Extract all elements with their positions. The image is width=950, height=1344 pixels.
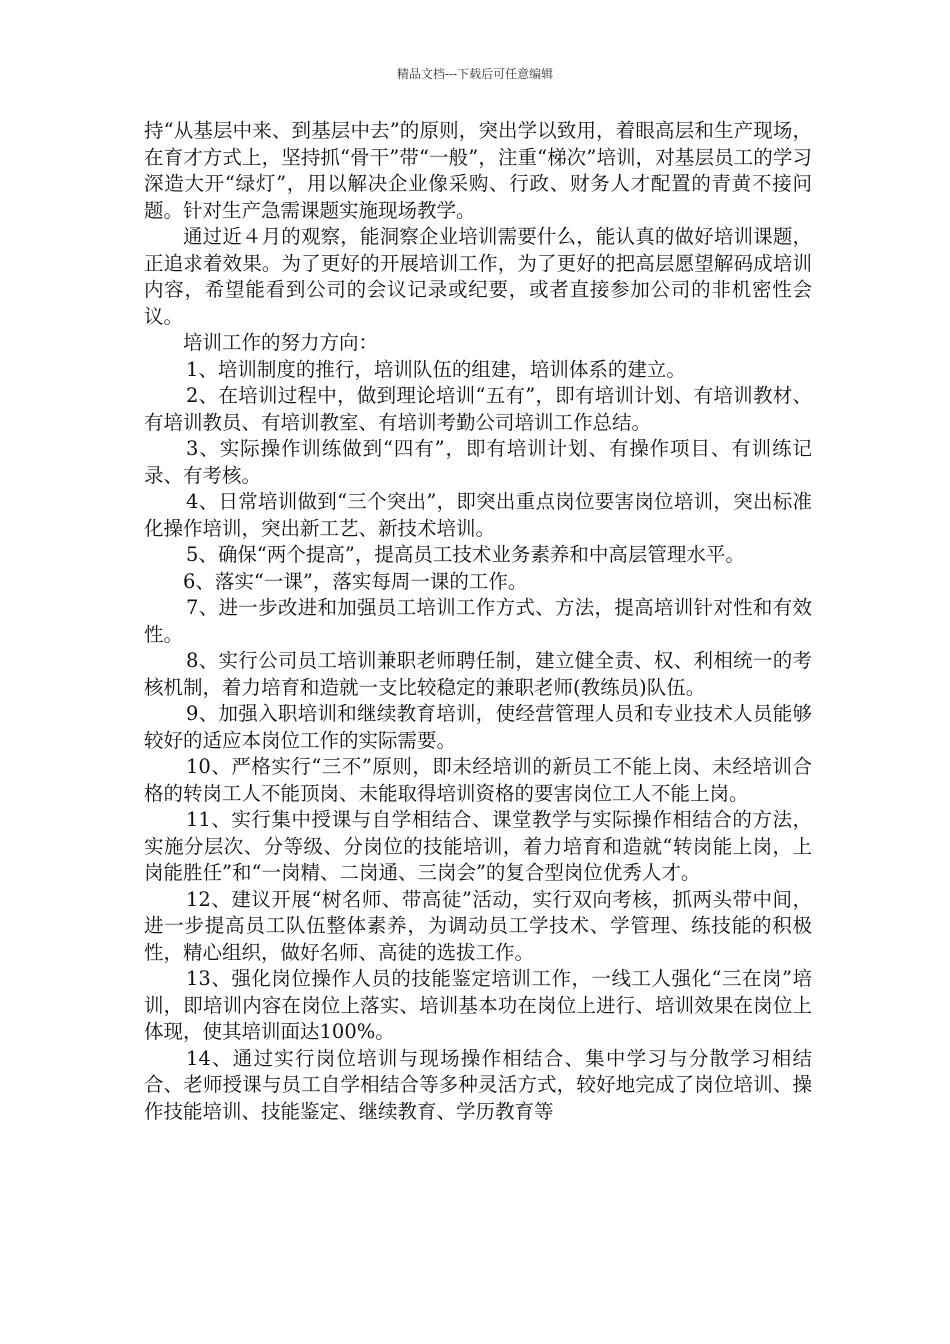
list-item: 13、强化岗位操作人员的技能鉴定培训工作，一线工人强化“三在岗”培训，即培训内容在岗位上落实、培训基本功在岗位上进行、培训效果在岗位上体现，使其培训面达100%。 [144, 967, 812, 1043]
paragraph: 持“从基层中来、到基层中去”的原则，突出学以致用，着眼高层和生产现场，在育才方式上，坚持抓“骨干”带“一般”，注重“梯次”培训，对基层员工的学习深造大开“绿灯”，用以解决企业像采购、行政、财务人才配置的青黄不接问题。针对生产急需课题实施现场教学。 [144, 119, 812, 222]
list-item: 8、实行公司员工培训兼职老师聘任制，建立健全责、权、利相统一的考核机制，着力培育和造就一支比较稳定的兼职老师(教练员)队伍。 [144, 649, 812, 699]
list-item: 2、在培训过程中，做到理论培训“五有”，即有培训计划、有培训教材、有培训教员、有培训教室、有培训考勤公司培训工作总结。 [144, 384, 812, 434]
list-item: 9、加强入职培训和继续教育培训，使经营管理人员和专业技术人员能够较好的适应本岗位工作的实际需要。 [144, 702, 812, 752]
list-item: 3、实际操作训练做到“四有”，即有培训计划、有操作项目、有训练记录、有考核。 [144, 437, 812, 487]
paragraph: 通过近４月的观察，能洞察企业培训需要什么，能认真的做好培训课题，正追求着效果。为了更好的开展培训工作，为了更好的把高层愿望解码成培训内容，希望能看到公司的会议记录或纪要，或者直接参加公司的非机密性会议。 [144, 225, 812, 328]
list-item: 11、实行集中授课与自学相结合、课堂教学与实际操作相结合的方法，实施分层次、分等级、分岗位的技能培训，着力培育和造就“转岗能上岗，上岗能胜任”和“一岗精、二岗通、三岗会”的复合型岗位优秀人才。 [144, 808, 812, 884]
list-item: 6、落实“一课”，落实每周一课的工作。 [183, 569, 528, 593]
list-item: 4、日常培训做到“三个突出”，即突出重点岗位要害岗位培训，突出标准化操作培训，突出新工艺、新技术培训。 [144, 490, 812, 540]
document-body [144, 118, 812, 1125]
page-header: 精品文档---下载后可任意编辑 [396, 67, 554, 81]
list-item: 5、确保“两个提高”，提高员工技术业务素养和中高层管理水平。 [186, 543, 745, 566]
list-item: 1、培训制度的推行，培训队伍的组建，培训体系的建立。 [186, 357, 686, 381]
list-item: 7、进一步改进和加强员工培训工作方式、方法，提高培训针对性和有效性。 [144, 596, 812, 646]
paragraph: 培训工作的努力方向： [183, 331, 379, 354]
list-item: 12、建议开展“树名师、带高徒”活动，实行双向考核，抓两头带中间，进一步提高员工队伍整体素养，为调动员工学技术、学管理、练技能的积极性，精心组织，做好名师、高徒的选拔工作。 [144, 887, 812, 964]
list-item: 10、严格实行“三不”原则，即未经培训的新员工不能上岗、未经培训合格的转岗工人不能顶岗、未能取得培训资格的要害岗位工人不能上岗。 [144, 755, 812, 805]
list-item: 14、通过实行岗位培训与现场操作相结合、集中学习与分散学习相结合、老师授课与员工自学相结合等多种灵活方式，较好地完成了岗位培训、操作技能培训、技能鉴定、继续教育、学历教育等 [144, 1046, 812, 1123]
